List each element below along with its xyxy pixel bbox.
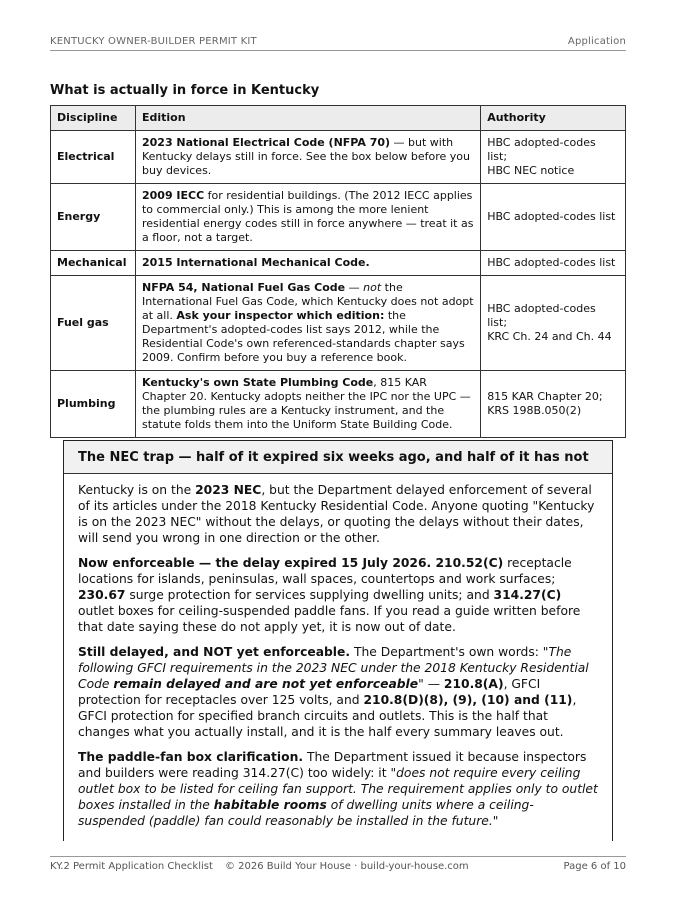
authority-line: HBC NEC notice — [487, 164, 575, 177]
paragraph-lead: Now enforceable — the delay expired 15 July 2026. 210.52(C) — [78, 556, 504, 570]
authority-cell — [481, 276, 626, 371]
quote-italic: does not require every ceiling outlet box to be listed for ceiling fan support. The requirement applies only to outlet boxes installed in the — [78, 766, 598, 812]
text-run: The Department's own words: " — [350, 645, 549, 659]
text-run: receptacle locations for islands, peninsulas, wall spaces, countertops and work surfaces; — [78, 556, 572, 586]
edition-bold: Kentucky's own State Plumbing Code — [141, 376, 374, 389]
paragraph-lead: Still delayed, and NOT yet enforceable. — [78, 645, 351, 659]
discipline-cell: Electrical — [51, 131, 136, 184]
text-run: , GFCI protection for specified branch circuits and outlets. This is the half that changes what you actually install, and it is the half every summary leaves out. — [78, 693, 577, 739]
table-row — [51, 276, 626, 371]
header-title: KENTUCKY OWNER-BUILDER PERMIT KIT — [50, 36, 257, 47]
edition-cell — [135, 371, 480, 438]
edition-bold: 2009 IECC — [141, 189, 205, 202]
edition-cell — [135, 276, 480, 371]
callout-paragraph-intro — [78, 482, 598, 546]
authority-line: HBC adopted-codes list — [487, 256, 616, 269]
table-row — [51, 251, 626, 276]
text-run: Kentucky is on the — [78, 483, 196, 497]
authority-line: 815 KAR Chapter 20; — [487, 390, 603, 403]
authority-cell — [481, 184, 626, 251]
text-bold: 2023 NEC — [195, 483, 262, 497]
col-header-edition: Edition — [135, 106, 480, 131]
running-footer — [50, 856, 626, 872]
callout-body — [64, 474, 612, 829]
table-header-row — [51, 106, 626, 131]
nec-trap-callout — [63, 440, 613, 841]
quote-bold-italic: habitable rooms — [213, 798, 327, 812]
text-bold: 210.8(D)(8), (9), (10) and (11) — [363, 693, 573, 707]
edition-dash: — — [345, 281, 364, 294]
page-number: Page 6 of 10 — [563, 861, 626, 872]
authority-cell — [481, 251, 626, 276]
edition-bold-ask: Ask your inspector which edition: — [176, 309, 385, 322]
callout-paragraph-delayed — [78, 644, 598, 740]
discipline-cell: Mechanical — [51, 251, 136, 276]
authority-line: HBC adopted-codes list — [487, 210, 616, 223]
authority-line: HBC adopted-codes list; — [487, 302, 596, 329]
quote-bold-italic: remain delayed and are not yet enforceable — [113, 677, 419, 691]
col-header-discipline: Discipline — [51, 106, 136, 131]
callout-title: The NEC trap — half of it expired six weeks ago, and half of it has not — [64, 441, 612, 474]
edition-text: — but with Kentucky delays still in force. See the box below before you buy devices. — [141, 136, 470, 177]
text-bold: 210.8(A) — [443, 677, 504, 691]
edition-cell — [135, 184, 480, 251]
edition-emphasis: not — [363, 281, 382, 294]
authority-line: HBC adopted-codes list; — [487, 136, 596, 163]
authority-line: KRS 198B.050(2) — [487, 404, 582, 417]
text-run: outlet boxes for ceiling-suspended paddle fans. If you read a guide written before that date saying these do not apply yet, it is now out of date. — [78, 604, 581, 634]
edition-bold: 2023 National Electrical Code (NFPA 70) — [141, 136, 391, 149]
quote-italic: The following GFCI requirements in the 2023 NEC under the 2018 Kentucky Residential Code — [78, 645, 589, 691]
paragraph-lead: The paddle-fan box clarification. — [78, 750, 304, 764]
text-bold: 230.67 — [78, 588, 126, 602]
quote-italic: of dwelling units where a ceiling-suspended (paddle) fan could reasonably be installed in the future. — [78, 798, 534, 828]
text-run: , but the Department delayed enforcement of several of its articles under the 2018 Kentucky Residential Code. Anyone quoting "Kentucky is on the 2023 NEC" without the delays, or quoting the delays without their dates, will send you wrong in one direction or the other. — [78, 483, 595, 545]
edition-text: the International Fuel Gas Code, which Kentucky does not adopt at all. — [141, 281, 474, 322]
table-row — [51, 131, 626, 184]
footer-copyright: © 2026 Build Your House · build-your-house.com — [225, 861, 469, 872]
codes-table — [50, 105, 626, 438]
footer-doc-title: KY.2 Permit Application Checklist — [50, 861, 213, 872]
running-header — [50, 36, 626, 51]
authority-cell — [481, 371, 626, 438]
text-run: surge protection for services supplying dwelling units; and — [125, 588, 494, 602]
callout-paragraph-enforceable — [78, 555, 598, 635]
discipline-cell: Plumbing — [51, 371, 136, 438]
edition-bold: NFPA 54, National Fuel Gas Code — [141, 281, 346, 294]
edition-cell — [135, 131, 480, 184]
discipline-cell: Energy — [51, 184, 136, 251]
callout-paragraph-paddle-fan — [78, 749, 598, 829]
edition-cell — [135, 251, 480, 276]
text-bold: 314.27(C) — [493, 588, 562, 602]
edition-text: the Department's adopted-codes list says 2012, while the Residential Code's own referenced-standards chapter says 2009. Confirm before you buy a reference book. — [141, 309, 465, 364]
text-run: , GFCI protection for receptacles over 125 volts, and — [78, 677, 541, 707]
discipline-cell: Fuel gas — [51, 276, 136, 371]
text-run: " — [492, 814, 499, 828]
text-run: The Department issued it because inspectors and builders were reading 314.27(C) too widely: it " — [78, 750, 587, 780]
col-header-authority: Authority — [481, 106, 626, 131]
edition-text: , 815 KAR Chapter 20. Kentucky adopts neither the IPC nor the UPC — the plumbing rules are a Kentucky instrument, and the statute folds them into the Uniform State Building Code. — [141, 376, 471, 431]
authority-line: KRC Ch. 24 and Ch. 44 — [487, 330, 612, 343]
text-run: " — — [418, 677, 444, 691]
edition-bold: 2015 International Mechanical Code. — [141, 256, 370, 269]
authority-cell — [481, 131, 626, 184]
table-row — [51, 184, 626, 251]
table-row — [51, 371, 626, 438]
section-title: What is actually in force in Kentucky — [50, 83, 320, 98]
header-section: Application — [567, 36, 626, 47]
edition-text: for residential buildings. (The 2012 IECC applies to commercial only.) This is among the more lenient residential energy codes still in force anywhere — treat it as a floor, not a target. — [141, 189, 474, 244]
